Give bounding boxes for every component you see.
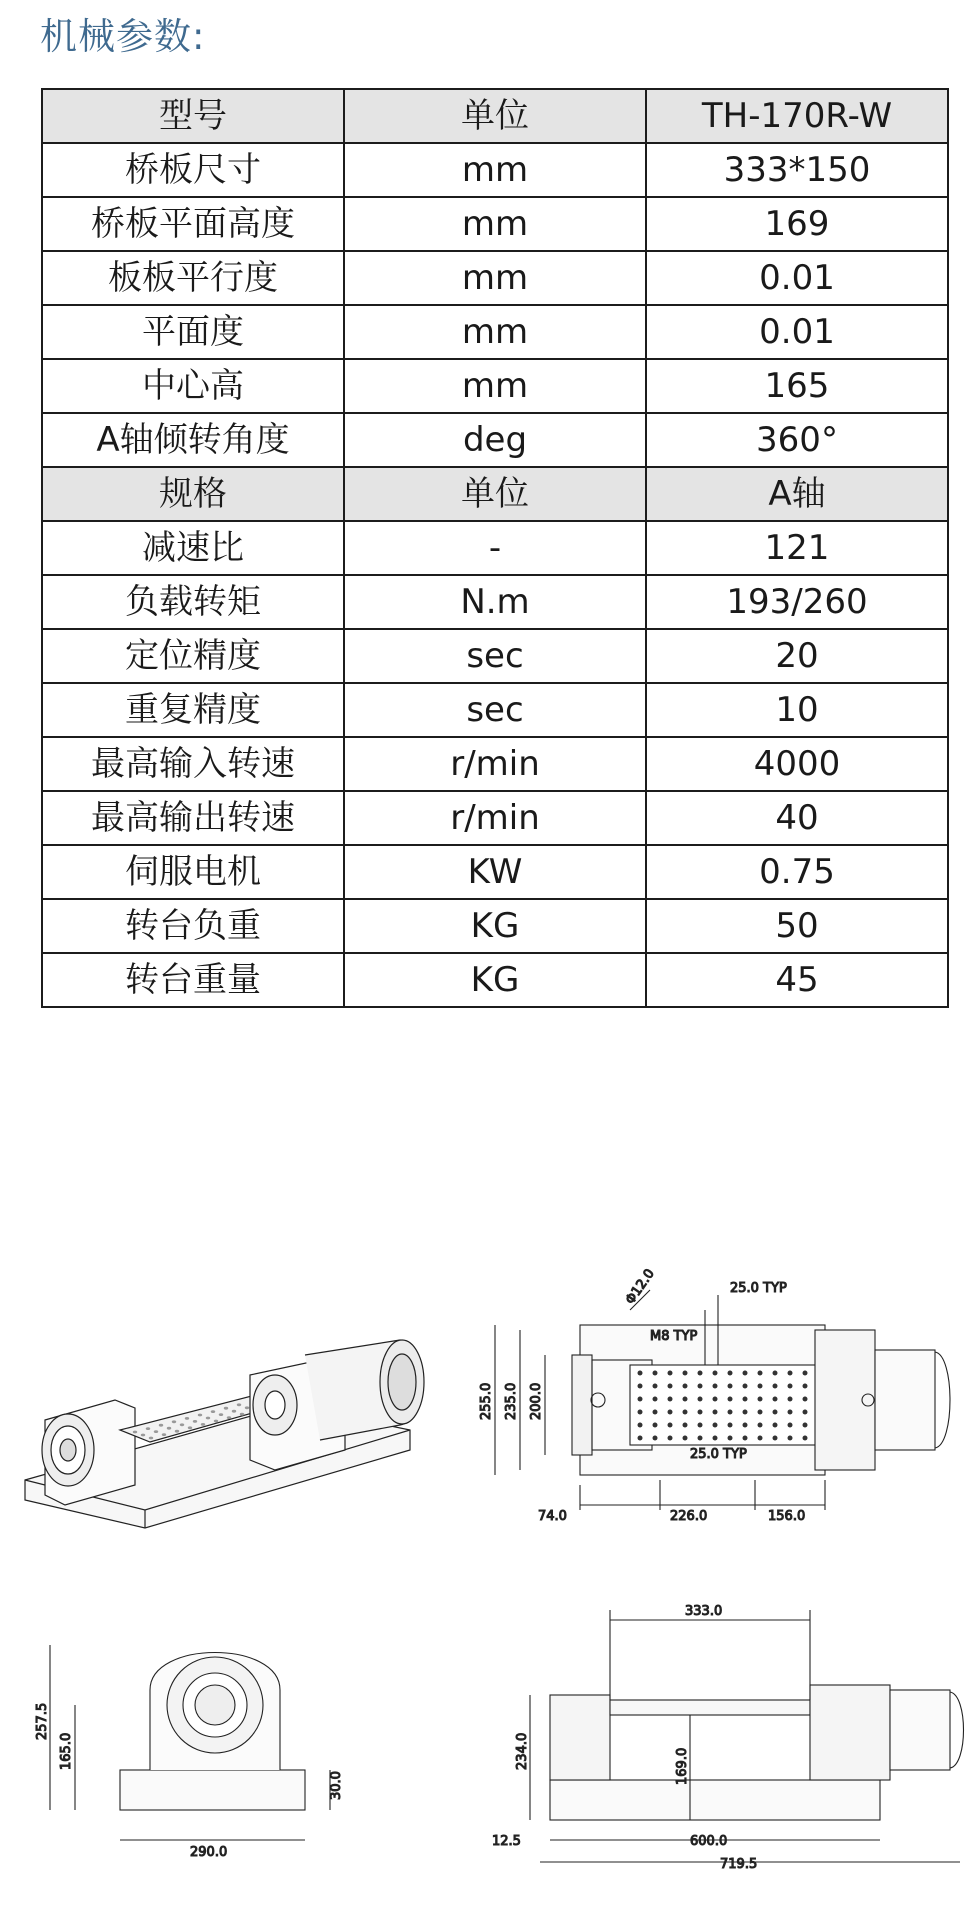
value-cell: 193/260 — [646, 575, 948, 629]
mounting-hole — [638, 1423, 643, 1428]
param-name-cell: 型号 — [42, 89, 344, 143]
param-name-cell: 伺服电机 — [42, 845, 344, 899]
unit-cell: r/min — [344, 737, 646, 791]
mounting-hole — [653, 1384, 658, 1389]
mounting-hole — [683, 1371, 688, 1376]
dim-719-5: 719.5 — [720, 1857, 758, 1872]
mounting-hole — [713, 1371, 718, 1376]
mounting-hole — [728, 1384, 733, 1389]
dim-156: 156.0 — [768, 1509, 806, 1524]
mounting-hole — [803, 1423, 808, 1428]
mounting-hole — [773, 1371, 778, 1376]
mounting-hole — [713, 1397, 718, 1402]
plate-hole — [232, 1410, 236, 1413]
unit-cell: mm — [344, 251, 646, 305]
table-row — [42, 791, 948, 845]
table-row — [42, 359, 948, 413]
mounting-hole — [653, 1410, 658, 1415]
unit-cell: mm — [344, 143, 646, 197]
dim-257-5: 257.5 — [35, 1702, 50, 1740]
unit-cell: KW — [344, 845, 646, 899]
value-cell: 333*150 — [646, 143, 948, 197]
param-name-cell: 最高输出转速 — [42, 791, 344, 845]
dim-333: 333.0 — [685, 1604, 723, 1619]
param-name-cell: 桥板尺寸 — [42, 143, 344, 197]
value-cell: 0.01 — [646, 251, 948, 305]
dim-600: 600.0 — [690, 1834, 728, 1849]
value-cell: 0.75 — [646, 845, 948, 899]
mounting-hole — [653, 1423, 658, 1428]
plate-hole — [146, 1427, 150, 1430]
unit-cell: N.m — [344, 575, 646, 629]
plate-hole — [172, 1420, 176, 1423]
plate-hole — [224, 1407, 228, 1410]
mounting-hole — [698, 1410, 703, 1415]
plate-hole — [162, 1433, 166, 1436]
mounting-hole — [728, 1423, 733, 1428]
param-name-cell: 板板平行度 — [42, 251, 344, 305]
dim-30: 30.0 — [329, 1771, 344, 1800]
mounting-hole — [773, 1384, 778, 1389]
table-row — [42, 197, 948, 251]
mounting-hole — [788, 1397, 793, 1402]
unit-cell: mm — [344, 197, 646, 251]
plate-hole — [141, 1434, 145, 1437]
plate-hole — [219, 1413, 223, 1416]
mounting-hole — [683, 1410, 688, 1415]
mounting-hole — [773, 1436, 778, 1441]
mounting-hole — [788, 1384, 793, 1389]
value-cell: 165 — [646, 359, 948, 413]
param-name-cell: 最高输入转速 — [42, 737, 344, 791]
mounting-hole — [743, 1384, 748, 1389]
mounting-hole — [698, 1384, 703, 1389]
table-row — [42, 629, 948, 683]
mounting-hole — [638, 1384, 643, 1389]
mounting-hole — [743, 1410, 748, 1415]
mounting-hole — [773, 1423, 778, 1428]
unit-cell: mm — [344, 359, 646, 413]
value-cell: 20 — [646, 629, 948, 683]
value-cell: 40 — [646, 791, 948, 845]
mounting-hole — [668, 1410, 673, 1415]
plate-hole — [193, 1420, 197, 1423]
table-row — [42, 143, 948, 197]
mounting-hole — [698, 1397, 703, 1402]
mounting-hole — [713, 1384, 718, 1389]
mounting-hole — [743, 1371, 748, 1376]
table-row — [42, 683, 948, 737]
plate-hole — [149, 1437, 153, 1440]
side-view-drawing — [490, 1600, 960, 1870]
plate-hole — [201, 1423, 205, 1426]
mounting-hole — [713, 1423, 718, 1428]
value-cell: 0.01 — [646, 305, 948, 359]
table-header-row — [42, 467, 948, 521]
param-name-cell: 桥板平面高度 — [42, 197, 344, 251]
param-name-cell: 重复精度 — [42, 683, 344, 737]
spec-table — [41, 88, 949, 1008]
table-row — [42, 737, 948, 791]
table-row — [42, 521, 948, 575]
plate-hole — [211, 1410, 215, 1413]
param-name-cell: 转台负重 — [42, 899, 344, 953]
plate-hole — [188, 1426, 192, 1429]
param-name-cell: 负载转矩 — [42, 575, 344, 629]
dim-25-typ-top: 25.0 TYP — [730, 1281, 787, 1296]
table-row — [42, 899, 948, 953]
table-row — [42, 575, 948, 629]
mounting-hole — [668, 1384, 673, 1389]
mounting-hole — [788, 1436, 793, 1441]
mounting-hole — [773, 1410, 778, 1415]
value-cell: TH-170R-W — [646, 89, 948, 143]
plate-hole — [198, 1414, 202, 1417]
unit-cell: sec — [344, 629, 646, 683]
mounting-hole — [683, 1384, 688, 1389]
mounting-hole — [713, 1410, 718, 1415]
page-title: 机械参数: — [40, 15, 206, 58]
mounting-hole — [758, 1423, 763, 1428]
mounting-hole — [668, 1423, 673, 1428]
dim-165: 165.0 — [59, 1732, 74, 1770]
plate-hole — [227, 1416, 231, 1419]
plate-hole — [214, 1420, 218, 1423]
plate-hole — [133, 1431, 137, 1434]
plate-hole — [245, 1406, 249, 1409]
plate-hole — [240, 1413, 244, 1416]
unit-cell: 单位 — [344, 467, 646, 521]
mounting-hole — [758, 1410, 763, 1415]
dim-255: 255.0 — [479, 1382, 494, 1420]
value-cell: A轴 — [646, 467, 948, 521]
mounting-hole — [653, 1397, 658, 1402]
mounting-hole — [683, 1436, 688, 1441]
mounting-hole — [668, 1436, 673, 1441]
mounting-hole — [728, 1371, 733, 1376]
mounting-hole — [683, 1423, 688, 1428]
plate-hole — [154, 1430, 158, 1433]
value-cell: 121 — [646, 521, 948, 575]
mounting-hole — [668, 1397, 673, 1402]
param-name-cell: 定位精度 — [42, 629, 344, 683]
dim-74: 74.0 — [538, 1509, 567, 1524]
mounting-hole — [683, 1397, 688, 1402]
param-name-cell: 规格 — [42, 467, 344, 521]
mounting-hole — [803, 1384, 808, 1389]
unit-cell: mm — [344, 305, 646, 359]
param-name-cell: 平面度 — [42, 305, 344, 359]
unit-cell: deg — [344, 413, 646, 467]
mounting-hole — [698, 1371, 703, 1376]
dim-226: 226.0 — [670, 1509, 708, 1524]
top-view-drawing — [479, 1266, 960, 1540]
mounting-hole — [713, 1436, 718, 1441]
mounting-hole — [698, 1436, 703, 1441]
mounting-hole — [638, 1436, 643, 1441]
table-row — [42, 251, 948, 305]
mounting-hole — [698, 1423, 703, 1428]
param-name-cell: 转台重量 — [42, 953, 344, 1007]
value-cell: 50 — [646, 899, 948, 953]
mounting-hole — [653, 1436, 658, 1441]
end-view-drawing — [35, 1600, 370, 1860]
mounting-hole — [758, 1397, 763, 1402]
dim-12-5: 12.5 — [492, 1834, 521, 1849]
mounting-hole — [728, 1436, 733, 1441]
mounting-hole — [728, 1397, 733, 1402]
table-row — [42, 413, 948, 467]
table-header-row — [42, 89, 948, 143]
mounting-hole — [743, 1397, 748, 1402]
value-cell: 360° — [646, 413, 948, 467]
unit-cell: r/min — [344, 791, 646, 845]
dim-234: 234.0 — [515, 1732, 530, 1770]
plate-hole — [206, 1417, 210, 1420]
mounting-hole — [638, 1410, 643, 1415]
value-cell: 169 — [646, 197, 948, 251]
param-name-cell: A轴倾转角度 — [42, 413, 344, 467]
mounting-hole — [743, 1436, 748, 1441]
dim-200: 200.0 — [529, 1382, 544, 1420]
mounting-hole — [758, 1384, 763, 1389]
param-name-cell: 中心高 — [42, 359, 344, 413]
dim-169: 169.0 — [675, 1747, 690, 1785]
table-row — [42, 305, 948, 359]
mounting-hole — [728, 1410, 733, 1415]
unit-cell: KG — [344, 899, 646, 953]
unit-cell: - — [344, 521, 646, 575]
table-row — [42, 845, 948, 899]
plate-hole — [180, 1423, 184, 1426]
mounting-hole — [773, 1397, 778, 1402]
dim-25-typ-bottom: 25.0 TYP — [690, 1447, 747, 1462]
value-cell: 10 — [646, 683, 948, 737]
dim-phi12: Φ12.0 — [622, 1266, 658, 1308]
plate-hole — [175, 1430, 179, 1433]
value-cell: 4000 — [646, 737, 948, 791]
unit-cell: 单位 — [344, 89, 646, 143]
mounting-hole — [743, 1423, 748, 1428]
mounting-hole — [803, 1371, 808, 1376]
isometric-view-drawing — [20, 1300, 420, 1540]
plate-hole — [167, 1427, 171, 1430]
value-cell: 45 — [646, 953, 948, 1007]
mounting-hole — [803, 1410, 808, 1415]
dim-235: 235.0 — [504, 1382, 519, 1420]
mounting-hole — [788, 1371, 793, 1376]
mounting-hole — [788, 1423, 793, 1428]
unit-cell: sec — [344, 683, 646, 737]
mounting-hole — [638, 1371, 643, 1376]
mounting-hole — [803, 1436, 808, 1441]
mounting-hole — [758, 1436, 763, 1441]
mounting-hole — [668, 1371, 673, 1376]
dim-m8-typ: M8 TYP — [650, 1329, 698, 1344]
plate-hole — [185, 1417, 189, 1420]
mounting-hole — [758, 1371, 763, 1376]
mounting-hole — [803, 1397, 808, 1402]
dim-290: 290.0 — [190, 1845, 228, 1860]
param-name-cell: 减速比 — [42, 521, 344, 575]
plate-hole — [237, 1403, 241, 1406]
mounting-hole — [653, 1371, 658, 1376]
unit-cell: KG — [344, 953, 646, 1007]
mounting-hole — [638, 1397, 643, 1402]
mounting-hole — [788, 1410, 793, 1415]
plate-hole — [159, 1424, 163, 1427]
table-row — [42, 953, 948, 1007]
